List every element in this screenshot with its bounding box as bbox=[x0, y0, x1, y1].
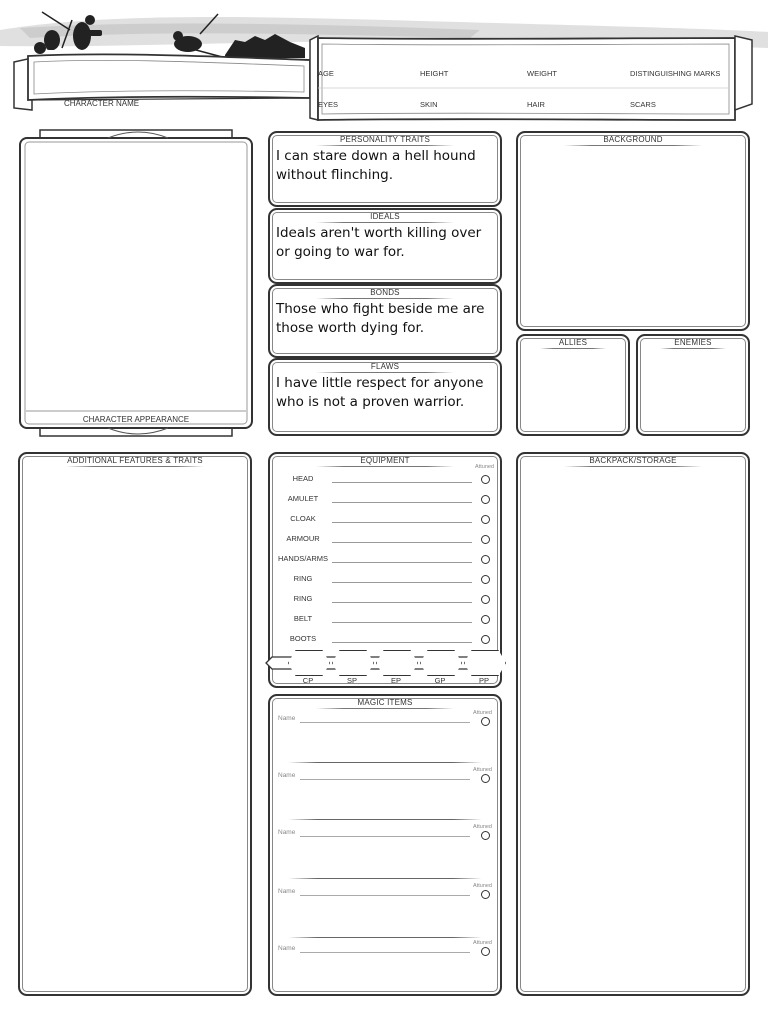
magic-item-name-line bbox=[300, 722, 470, 723]
attuned-checkbox[interactable] bbox=[481, 635, 490, 644]
attuned-checkbox[interactable] bbox=[481, 831, 490, 840]
coin-ep[interactable] bbox=[376, 650, 418, 676]
slot-label: ARMOUR bbox=[286, 534, 320, 543]
attuned-checkbox[interactable] bbox=[481, 595, 490, 604]
character-appearance-area[interactable] bbox=[27, 144, 245, 410]
equipment-slot-ring-1[interactable] bbox=[270, 570, 500, 590]
magic-items-box bbox=[268, 694, 502, 996]
coin-gp-label: GP bbox=[434, 676, 446, 685]
personality-traits-title: PERSONALITY TRAITS bbox=[270, 135, 500, 146]
attuned-checkbox[interactable] bbox=[481, 774, 490, 783]
slot-line bbox=[332, 542, 472, 543]
coin-pp-label: PP bbox=[478, 676, 489, 685]
flaws-title: FLAWS bbox=[270, 362, 500, 373]
equipment-slot-armour[interactable] bbox=[270, 530, 500, 550]
attuned-checkbox[interactable] bbox=[481, 495, 490, 504]
attuned-checkbox[interactable] bbox=[481, 947, 490, 956]
character-appearance-frame bbox=[18, 128, 254, 438]
magic-item-name-label: Name bbox=[278, 888, 296, 895]
magic-item-3[interactable] bbox=[270, 824, 500, 880]
magic-item-name-line bbox=[300, 779, 470, 780]
flaws-text: I have little respect for anyone who is not a proven warrior. bbox=[276, 375, 484, 410]
magic-item-attuned-label: Attuned bbox=[473, 883, 492, 889]
magic-item-attuned-label: Attuned bbox=[473, 824, 492, 830]
magic-item-name-label: Name bbox=[278, 715, 296, 722]
equipment-slot-ring-2[interactable] bbox=[270, 590, 500, 610]
magic-item-attuned-label: Attuned bbox=[473, 767, 492, 773]
equipment-slot-head[interactable] bbox=[270, 470, 500, 490]
equipment-title: EQUIPMENT bbox=[270, 456, 500, 467]
magic-item-1[interactable] bbox=[270, 710, 500, 766]
slot-line bbox=[332, 602, 472, 603]
ideals-title: IDEALS bbox=[270, 212, 500, 223]
slot-label: AMULET bbox=[287, 494, 319, 503]
attuned-checkbox[interactable] bbox=[481, 575, 490, 584]
slot-label: BOOTS bbox=[289, 634, 317, 643]
coin-cp-label: CP bbox=[302, 676, 314, 685]
slot-line bbox=[332, 642, 472, 643]
enemies-box[interactable] bbox=[636, 334, 750, 436]
bonds-text: Those who fight beside me are those worth dying for. bbox=[276, 301, 485, 336]
header-banner bbox=[0, 0, 768, 125]
slot-label: RING bbox=[293, 574, 313, 583]
magic-item-name-label: Name bbox=[278, 945, 296, 952]
eyes-label: EYES bbox=[318, 100, 339, 109]
coin-cp[interactable] bbox=[288, 650, 330, 676]
attuned-checkbox[interactable] bbox=[481, 890, 490, 899]
scars-label: SCARS bbox=[630, 100, 656, 109]
attuned-checkbox[interactable] bbox=[481, 515, 490, 524]
attuned-checkbox[interactable] bbox=[481, 615, 490, 624]
slot-line bbox=[332, 522, 472, 523]
slot-line bbox=[332, 502, 472, 503]
slot-label: RING bbox=[293, 594, 313, 603]
coin-cp-field bbox=[291, 653, 328, 674]
additional-features-title: ADDITIONAL FEATURES & TRAITS bbox=[20, 456, 250, 467]
attuned-checkbox[interactable] bbox=[481, 475, 490, 484]
slot-line bbox=[332, 562, 472, 563]
slot-label: BELT bbox=[293, 614, 313, 623]
flaws-box[interactable] bbox=[268, 358, 502, 436]
magic-item-divider bbox=[288, 937, 482, 938]
coin-ep-label: EP bbox=[390, 676, 401, 685]
coin-gp-field bbox=[423, 653, 460, 674]
background-title: BACKGROUND bbox=[518, 135, 748, 146]
equipment-slot-hands-arms[interactable] bbox=[270, 550, 500, 570]
allies-title: ALLIES bbox=[518, 338, 628, 349]
additional-features-box[interactable] bbox=[18, 452, 252, 996]
bonds-box[interactable] bbox=[268, 284, 502, 358]
height-label: HEIGHT bbox=[420, 69, 449, 78]
character-appearance-label: CHARACTER APPEARANCE bbox=[82, 415, 190, 424]
distinguishing-marks-label: DISTINGUISHING MARKS bbox=[630, 69, 721, 78]
slot-line bbox=[332, 622, 472, 623]
character-name-label: CHARACTER NAME bbox=[64, 99, 140, 108]
coin-sp-label: SP bbox=[346, 676, 357, 685]
slot-line bbox=[332, 582, 472, 583]
magic-item-divider bbox=[288, 878, 482, 879]
magic-item-name-line bbox=[300, 836, 470, 837]
equipment-slot-cloak[interactable] bbox=[270, 510, 500, 530]
magic-item-divider bbox=[288, 762, 482, 763]
equipment-slot-boots[interactable] bbox=[270, 630, 500, 650]
ideals-text: Ideals aren't worth killing over or going to war for. bbox=[276, 225, 482, 260]
magic-item-attuned-label: Attuned bbox=[473, 710, 492, 716]
equipment-slot-belt[interactable] bbox=[270, 610, 500, 630]
equipment-box bbox=[268, 452, 502, 688]
magic-item-name-line bbox=[300, 952, 470, 953]
magic-item-name-line bbox=[300, 895, 470, 896]
bonds-title: BONDS bbox=[270, 288, 500, 299]
equipment-slot-amulet[interactable] bbox=[270, 490, 500, 510]
personality-traits-text: I can stare down a hell hound without flinching. bbox=[276, 148, 476, 183]
allies-box[interactable] bbox=[516, 334, 630, 436]
magic-item-4[interactable] bbox=[270, 883, 500, 939]
coin-pp[interactable] bbox=[464, 650, 506, 676]
magic-items-title: MAGIC ITEMS bbox=[270, 698, 500, 709]
magic-item-divider bbox=[288, 819, 482, 820]
coin-sp-field bbox=[335, 653, 372, 674]
slot-label: CLOAK bbox=[290, 514, 316, 523]
magic-item-name-label: Name bbox=[278, 829, 296, 836]
attuned-checkbox[interactable] bbox=[481, 555, 490, 564]
attuned-checkbox[interactable] bbox=[481, 535, 490, 544]
backpack-storage-title: BACKPACK/STORAGE bbox=[518, 456, 748, 467]
coin-pp-field bbox=[467, 653, 504, 674]
coin-ep-field bbox=[379, 653, 416, 674]
magic-item-name-label: Name bbox=[278, 772, 296, 779]
weight-label: WEIGHT bbox=[527, 69, 557, 78]
skin-label: SKIN bbox=[420, 100, 438, 109]
magic-item-attuned-label: Attuned bbox=[473, 940, 492, 946]
magic-item-2[interactable] bbox=[270, 767, 500, 823]
magic-item-5[interactable] bbox=[270, 940, 500, 990]
slot-label: HEAD bbox=[292, 474, 314, 483]
hair-label: HAIR bbox=[527, 100, 545, 109]
slot-label: HANDS/ARMS bbox=[277, 554, 328, 563]
enemies-title: ENEMIES bbox=[638, 338, 748, 349]
backpack-storage-box[interactable] bbox=[516, 452, 750, 996]
ideals-box[interactable] bbox=[268, 208, 502, 284]
slot-line bbox=[332, 482, 472, 483]
coin-sp[interactable] bbox=[332, 650, 374, 676]
age-label: AGE bbox=[318, 69, 334, 78]
equipment-attuned-label: Attuned bbox=[475, 464, 494, 470]
coin-gp[interactable] bbox=[420, 650, 462, 676]
background-box[interactable] bbox=[516, 131, 750, 331]
attuned-checkbox[interactable] bbox=[481, 717, 490, 726]
personality-traits-box[interactable] bbox=[268, 131, 502, 207]
